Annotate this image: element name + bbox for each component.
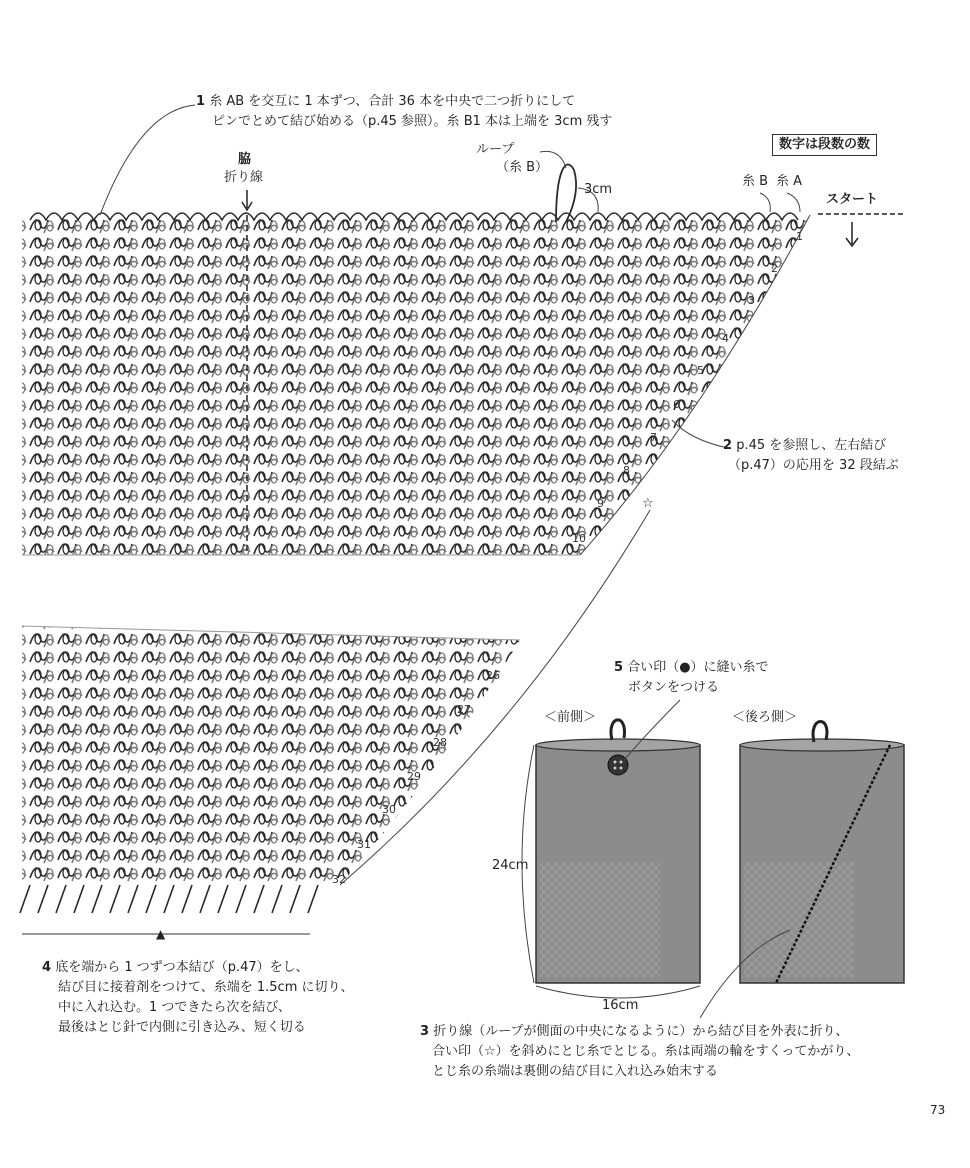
yarn-b-label: 糸 B: [742, 174, 769, 189]
bag-front: [536, 720, 700, 983]
step4-number: 4: [42, 960, 52, 975]
step5-number: 5: [614, 660, 624, 675]
loop-yarn-label: （糸 B）: [496, 160, 549, 175]
row-number: 28: [433, 736, 447, 749]
front-label: ＜前側＞: [544, 710, 597, 725]
back-label: ＜後ろ側＞: [732, 710, 798, 725]
step1-line2: ピンでとめて結び始める（p.45 参照）。糸 B1 本は上端を 3cm 残す: [212, 114, 613, 129]
loop-length-label: 3cm: [584, 182, 613, 197]
step2-line1: 2 p.45 を参照し、左右結び: [723, 438, 887, 453]
step4-line1: 4 底を端から 1 つずつ本結び（p.47）をし、: [42, 960, 309, 975]
row-number: 8: [623, 464, 630, 477]
row-number: 1: [796, 230, 803, 243]
height-label: 24cm: [492, 858, 529, 873]
row-number: 30: [382, 803, 396, 816]
yarn-a-label: 糸 A: [776, 174, 803, 189]
legend-box: 数字は段数の数: [772, 134, 877, 156]
triangle-mark: ▲: [156, 927, 166, 941]
step5-line2: ボタンをつける: [628, 680, 720, 695]
step3-number: 3: [420, 1024, 430, 1039]
step3-line3: とじ糸の糸端は裏側の結び目に入れ込み始末する: [432, 1064, 719, 1079]
knot-panel-top: [22, 215, 810, 555]
start-label: スタート: [826, 192, 879, 207]
row-number: 26: [486, 669, 500, 682]
row-number: 5: [697, 364, 704, 377]
loop-label: ループ: [476, 142, 515, 157]
row-number: 6: [673, 398, 680, 411]
step5-line1: 5 合い印（●）に縫い糸で: [614, 660, 769, 675]
step3-line1: 3 折り線（ループが側面の中央になるように）から結び目を外表に折り、: [420, 1024, 849, 1039]
step4-line2: 結び目に接着剤をつけて、糸端を 1.5cm に切り、: [58, 980, 354, 995]
row-number: 10: [572, 532, 586, 545]
step4-line4: 最後はとじ針で内側に引き込み、短く切る: [58, 1020, 306, 1035]
row-number: 7: [650, 431, 657, 444]
step2-line2: （p.47）の応用を 32 段結ぶ: [728, 458, 899, 473]
step1-number: 1: [196, 94, 206, 109]
row-number: 4: [722, 332, 729, 345]
step3-line2: 合い印（☆）を斜めにとじ糸でとじる。糸は両端の輪をすくってかがり、: [432, 1044, 860, 1059]
star-mark: ☆: [642, 496, 654, 511]
fold-line-label: 折り線: [224, 170, 264, 185]
knot-panel-bottom: [22, 626, 520, 885]
row-number: 29: [407, 770, 421, 783]
step4-line3: 中に入れ込む。1 つできたら次を結び、: [58, 1000, 291, 1015]
page-number: 73: [930, 1103, 946, 1117]
row-number: 3: [748, 294, 755, 307]
row-number: 27: [457, 703, 471, 716]
width-label: 16cm: [602, 998, 639, 1013]
row-number: 9: [597, 497, 604, 510]
waki-label: 脇: [238, 152, 252, 167]
row-number: 31: [357, 838, 371, 851]
row-number: 32: [332, 873, 346, 886]
step1-line1: 1 糸 AB を交互に 1 本ずつ、合計 36 本を中央で二つ折りにして: [196, 94, 576, 109]
row-number: 2: [771, 262, 778, 275]
step2-number: 2: [723, 438, 733, 453]
